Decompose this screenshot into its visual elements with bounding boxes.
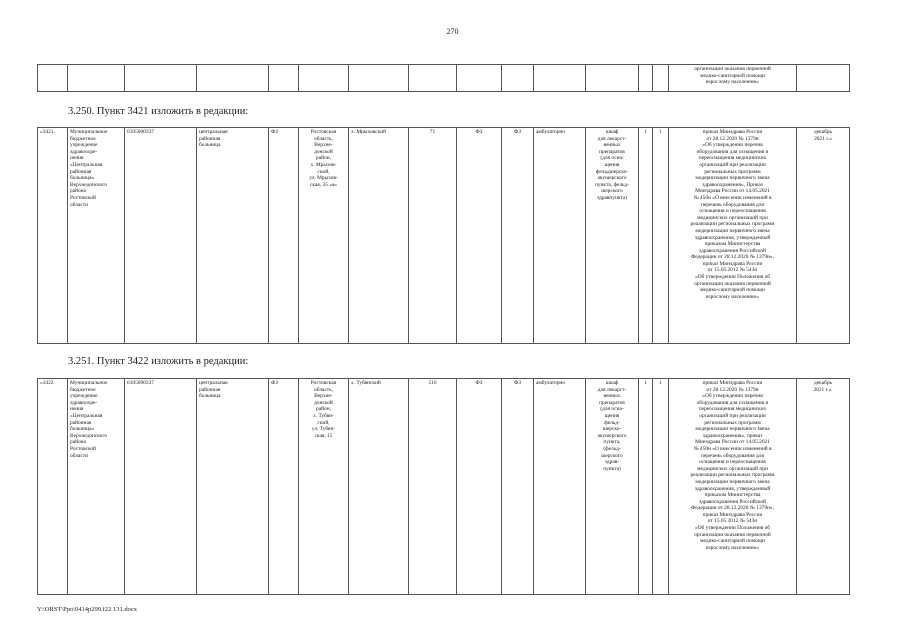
item-table-3422 [37, 378, 850, 595]
org-type: центральная районная больница [197, 379, 269, 595]
inn: 6105000337 [125, 379, 197, 595]
section-heading-3250: 3.250. Пункт 3421 изложить в редакции: [68, 106, 249, 117]
count: 516 [409, 379, 457, 595]
table-row [38, 379, 850, 595]
qty-2: 1 [653, 379, 669, 595]
facility: амбулаторно [534, 379, 586, 595]
qty-1: 1 [639, 379, 653, 595]
law-3: ФЗ [502, 379, 534, 595]
equipment: шкаф для лекарст- венных препаратов (для осна- щения фельд- шерско- акушерского пункта, (фельд- шерского здрав- пункта) [586, 379, 639, 595]
law-2: ФЗ [457, 128, 502, 344]
basis: приказ Минздрава России от 28.12.2020 № 1379н «Об утверждении перечня оборудования для оснащения и переоснащения медицинских организаций при реализации региональных программ модернизации первичного звена здравоохранения», Приказ Минздрава России от 14.05.2021 № 450н «О внесении изменений в перечень оборудования для оснащения и переоснащения медицинских организаций при реализации региональных программ модернизации первичного звена здравоохранения, утвержденный приказом Министерства здравоохранения Российской Федерации от 28.12.2020 № 1379н», приказ Минздрава России от 15.05.2012 № 543н «Об утверждении Положения об организации оказания первичной медико-санитарной помощи взрослому населению» [669, 128, 797, 344]
row-number: «3421. [38, 128, 68, 344]
inn: 6105000337 [125, 128, 197, 344]
law-2: ФЗ [457, 379, 502, 595]
org-type: центральная районная больница [197, 128, 269, 344]
basis: приказ Минздрава России от 28.12.2020 № 1379н «Об утверждении перечня оборудования для оснащения и переоснащения медицинских организаций при реализации региональных программ модернизации первичного звена здравоохранения», приказ Минздрава России от 14.05.2021 № 450н «О внесении изменений в перечень оборудования для оснащения и переоснащения медицинских организаций при реализации региональных программ модернизации первичного звена здравоохранения, утвержденный приказом Министерства здравоохранения Российской Федерации от 28.12.2020 № 1379н», приказ Минздрава России от 15.05.2012 № 543н «Об утверждении Положения об организации оказания первичной медико-санитарной помощи взрослому населению» [669, 379, 797, 595]
settlement: х. Тубянский [349, 379, 409, 595]
item-table-3421 [37, 127, 850, 344]
law: ФЗ [269, 379, 299, 595]
law: ФЗ [269, 128, 299, 344]
settlement: х. Мрыховский [349, 128, 409, 344]
law-3: ФЗ [502, 128, 534, 344]
count: 71 [409, 128, 457, 344]
equipment: шкаф для лекарст- венных препаратов (для осна- щения фельдшерско- акушерского пункта, фельд- шерского здравпункта) [586, 128, 639, 344]
table-row [38, 65, 850, 92]
qty-2: 1 [653, 128, 669, 344]
row-number: «3422. [38, 379, 68, 595]
section-heading-3251: 3.251. Пункт 3422 изложить в редакции: [68, 356, 249, 367]
continued-table-fragment [37, 64, 850, 92]
qty-1: 1 [639, 128, 653, 344]
org-name: Муниципальное бюджетное учреждение здравоохре- нения «Центральная районная больница» Верхнедонского района Ростовской области [68, 379, 125, 595]
facility: амбулаторно [534, 128, 586, 344]
table-row [38, 128, 850, 344]
date: декабрь 2021 г.» [797, 128, 850, 344]
page-number: 270 [446, 27, 459, 36]
basis-cell: организации оказания первичной медико-санитарной помощи взрослому населению» [669, 65, 797, 92]
date: декабрь 2021 г.». [797, 379, 850, 595]
org-name: Муниципальное бюджетное учреждение здравоохре- нения «Центральная районная больница» Верхнедонского района Ростовской области [68, 128, 125, 344]
address: Ростовская область, Верхне- донской район, х. Тубян- ский, ул. Тубян- ская, 15 [299, 379, 349, 595]
file-path-footer: Y:\ORST\Ppo\0414p299.f22 131.docx [37, 606, 137, 613]
address: Ростовская область, Верхне- донской район, х. Мрыхов- ский, ул. Мрыхов- ская, 35 «а» [299, 128, 349, 344]
